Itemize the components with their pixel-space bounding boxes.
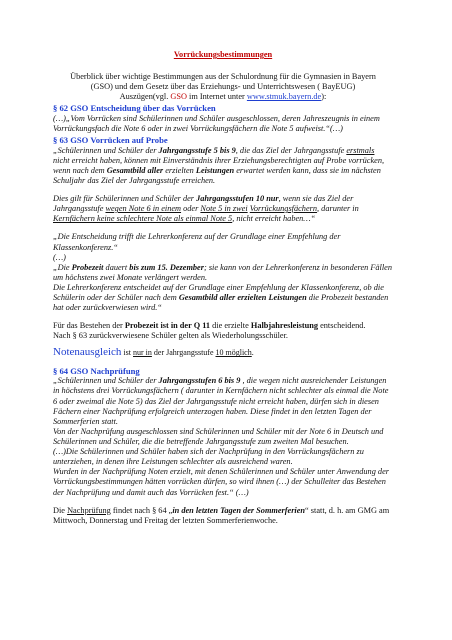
text-run: entscheidend. — [318, 321, 366, 331]
text-run: 10 möglich — [215, 348, 252, 358]
intro-line-1: Überblick über wichtige Bestimmungen aus der Schulordnung für die Gymnasien in Bayern — [70, 72, 376, 82]
text-run: wegen Note 6 in einem — [105, 204, 182, 214]
text-run: Dies gilt für Schülerinnen und Schüler der — [53, 194, 197, 204]
wiederholungsschueler-paragraph: Nach § 63 zurückverwiesene Schüler gelten als Wiederholungsschüler. — [53, 331, 288, 341]
text-run: „Schülerinnen und Schüler der — [53, 145, 159, 155]
text-run: , nicht erreicht haben…“ — [232, 214, 316, 224]
section-63-heading: § 63 GSO Vorrücken auf Probe — [53, 135, 168, 146]
intro-block — [53, 72, 393, 102]
section-63-paragraph-1 — [53, 146, 393, 186]
document-body — [53, 50, 393, 526]
text-run: Jahrgangsstufen 6 bis 9 — [158, 376, 241, 386]
section-63-paragraph-2 — [53, 194, 393, 224]
text-run: Gesamtbild aller erzielten Leistungen — [178, 293, 307, 303]
section-64-paragraph-3: (…)Die Schülerinnen und Schüler haben sich der Nachprüfung in den Vorrückungsfächern zu unterziehen, in denen ihre Leistungen schlechter als ausreichend waren. — [53, 447, 364, 467]
section-64-heading: § 64 GSO Nachprüfung — [53, 365, 140, 376]
text-run: Nachprüfung — [67, 505, 111, 515]
text-run: “ statt, d. h. am GMG am Mittwoch, Donnerstag und Freitag der letzten Sommerferienwoche. — [53, 505, 390, 525]
document-title: Vorrückungsbestimmungen — [173, 50, 273, 59]
section-63-paragraph-3: „Die Entscheidung trifft die Lehrerkonferenz auf der Grundlage einer Empfehlung der Klassenkonferenz.“ — [53, 232, 341, 252]
section-63-paragraph-4 — [53, 263, 393, 283]
text-run: Probezeit ist in der Q 11 — [124, 321, 211, 331]
text-run: Die Lehrerkonferenz entscheidet auf der Grundlage einer Empfehlung der Klassenkonferenz, ob die Schülerin oder der Schüler nach dem — [53, 282, 384, 303]
text-run: findet nach § 64 „ — [110, 505, 173, 515]
text-run: dauert — [103, 262, 130, 272]
text-run: erwartet werden kann, dass sie im nächsten Schuljahr das Ziel der Jahrgangsstufe erreichen. — [53, 165, 381, 185]
text-run: „Die — [53, 262, 72, 272]
section-62-heading: § 62 GSO Entscheidung über das Vorrücken — [53, 103, 216, 114]
text-run: erzielten — [163, 165, 196, 175]
text-run: bis zum 15. Dezember — [129, 262, 204, 272]
text-run: , darunter in — [317, 204, 359, 214]
text-run: ; sie kann von der Lehrerkonferenz in besonderen Fällen um höchstens zwei Monate verlängert werden. — [53, 262, 393, 282]
text-run: . — [251, 348, 254, 358]
text-run: , die wegen nicht ausreichender Leistungen in höchstens drei Vorrückungsfächern ( darunter in Kernfächern nicht schlechter als einmal die Note 6 oder zweimal die Note 5) das Ziel der Jahrgangsstufe nicht erreicht haben, dürfen sich in diesen Fächern einer Nachprüfung erfolgreich unterzogen haben. Diese findet in den letzten Tagen der Sommerferien statt. — [53, 376, 389, 426]
intro-text: Auszügen(vgl. — [119, 92, 171, 102]
intro-line-2: (GSO) und dem Gesetz über das Erziehungs- und Unterrichtswesen ( BayEUG) — [90, 82, 356, 92]
text-run: Vorrückungsfächern — [249, 204, 318, 214]
text-run: Leistungen — [195, 165, 235, 175]
text-run: Kernfächern keine schlechtere Note als einmal Note 5 — [53, 214, 233, 224]
text-run: , die das Ziel der Jahrgangsstufe — [235, 145, 347, 155]
section-63-paragraph-5 — [53, 283, 393, 313]
ellipsis: (…) — [53, 252, 66, 262]
text-run: Gesamtbild aller — [106, 165, 164, 175]
text-run: Note 5 in zwei — [200, 204, 248, 214]
notenausgleich-label: Notenausgleich — [53, 346, 122, 359]
text-run: Halbjahresleistung — [250, 321, 319, 331]
notenausgleich-paragraph — [53, 346, 393, 359]
stmuk-link[interactable]: www.stmuk.bayern.de — [246, 92, 322, 102]
section-64-paragraph-1 — [53, 376, 393, 427]
intro-line-3 — [53, 92, 393, 102]
text-run: „Schülerinnen und Schüler der — [53, 376, 159, 386]
section-64-paragraph-4: Wurden in der Nachprüfung Noten erzielt, mit denen Schülerinnen und Schüler unter Anwendung der Vorrückungsbestimmungen hätten vorrücken dürfen, so wird ihnen (…) der Schulleiter das Bestehen der Nachprüfung und damit auch das Vorrücken fest.“ (…) — [53, 467, 389, 497]
text-run: ist — [121, 348, 133, 358]
text-run: die Probezeit bestanden hat oder zurückverwiesen wird.“ — [53, 293, 389, 313]
text-run: Jahrgangsstufe 5 bis 9 — [158, 145, 236, 155]
intro-text: im Internet unter — [186, 92, 247, 102]
section-62-text: (…)„Vom Vorrücken sind Schülerinnen und Schüler ausgeschlossen, deren Jahreszeugnis in einem Vorrückungsfach die Note 6 oder in zwei Vorrückungsfächern die Note 5 aufweist.“(…) — [53, 113, 380, 134]
section-64-paragraph-2: Von der Nachprüfung ausgeschlossen sind Schülerinnen und Schüler mit der Note 6 in Deutsch und Schülerinnen und Schüler, die die betreffende Jahrgangsstufe zum zweiten Mal besuchen. — [53, 426, 384, 447]
text-run: der Jahrgangsstufe — [151, 348, 216, 358]
nachpruefung-dates-paragraph — [53, 506, 393, 526]
text-run: in den letzten Tagen der Sommerferien — [172, 505, 306, 515]
text-run: Die — [53, 505, 68, 515]
probezeit-q11-paragraph — [53, 321, 393, 331]
text-run: Probezeit — [71, 262, 104, 272]
gso-abbrev: GSO — [170, 92, 187, 102]
text-run: , wenn sie das Ziel der Jahrgangsstufe — [53, 194, 354, 214]
intro-text: ): — [321, 92, 327, 102]
text-run: Für das Bestehen der — [53, 321, 125, 331]
text-run: nicht erreicht haben, können mit Einverständnis ihrer Erziehungsberechtigten auf Probe vorrücken, wenn nach dem — [53, 155, 385, 175]
text-run: nur in — [133, 348, 152, 358]
text-run: die erzielte — [210, 321, 251, 331]
text-run: erstmals — [346, 145, 375, 155]
text-run: Jahrgangsstufen 10 nur — [196, 194, 279, 204]
text-run: oder — [181, 204, 201, 214]
